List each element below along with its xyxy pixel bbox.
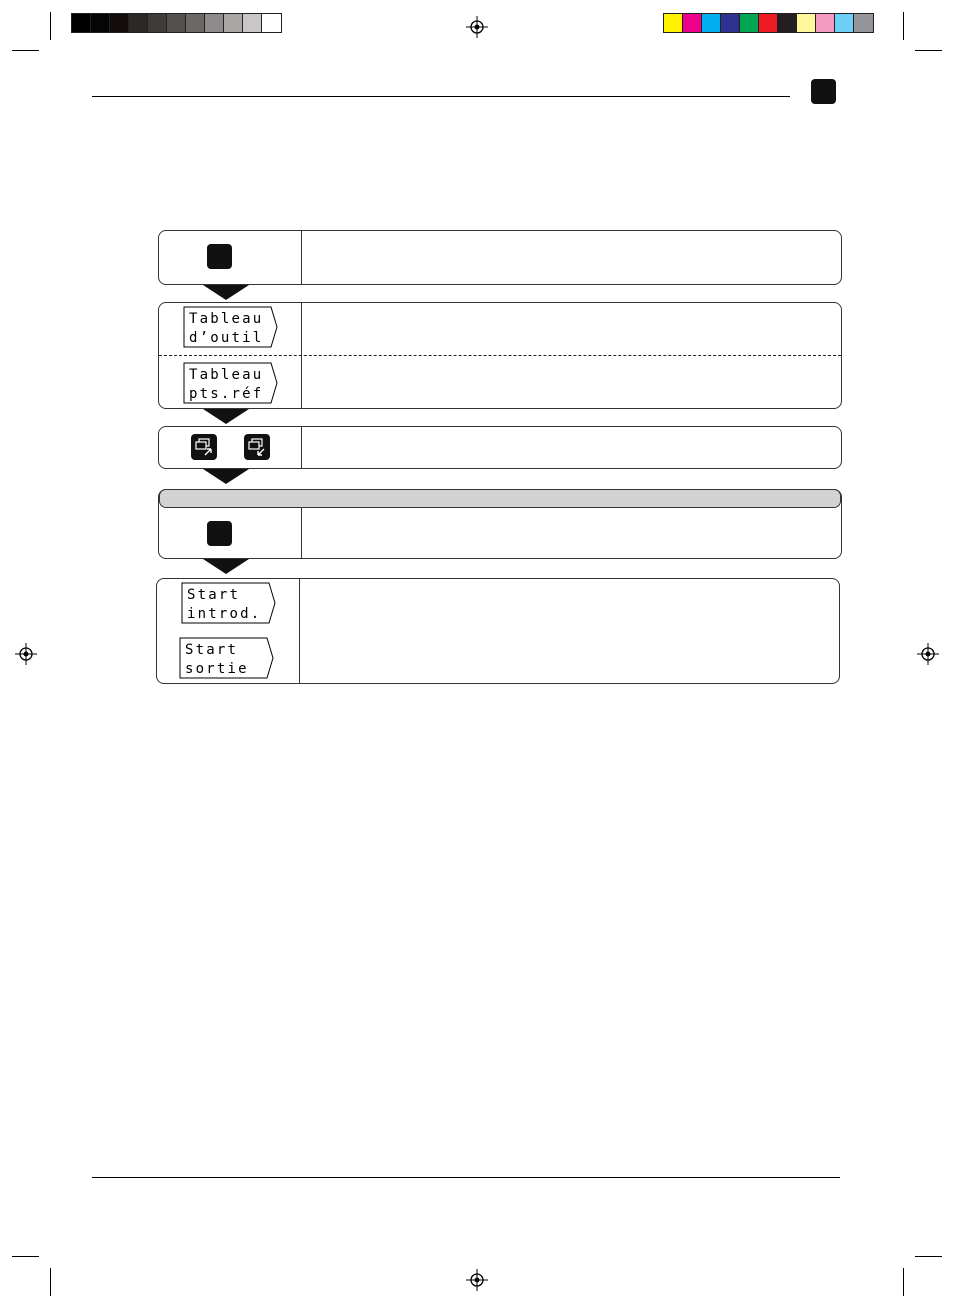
crop-mark: [50, 12, 51, 40]
color-swatch: [797, 14, 816, 32]
page-up-icon[interactable]: [191, 434, 217, 460]
flow-arrow-icon: [203, 285, 249, 300]
flow-arrow-icon: [203, 559, 249, 574]
footer-rule: [92, 1177, 840, 1178]
flow-arrow-icon: [203, 409, 249, 424]
column-divider: [299, 579, 300, 683]
registration-mark-icon: [15, 643, 37, 665]
crop-mark: [50, 1268, 51, 1296]
key-button[interactable]: [207, 521, 232, 546]
softkey-start-input[interactable]: [181, 582, 277, 624]
registration-mark-icon: [466, 1269, 488, 1291]
crop-mark: [903, 12, 904, 40]
grayscale-swatch: [110, 14, 129, 32]
softkey-label-line1: Tableau: [189, 311, 264, 327]
flow-step-1: [158, 230, 842, 285]
grayscale-swatch: [262, 14, 281, 32]
registration-mark-icon: [917, 643, 939, 665]
crop-mark: [915, 50, 942, 51]
column-divider: [301, 508, 302, 558]
grayscale-swatch: [243, 14, 262, 32]
color-strip: [663, 13, 874, 33]
softkey-label-line2: d’outil: [189, 330, 264, 346]
softkey-label-line2: pts.réf: [189, 386, 264, 402]
grayscale-swatch: [129, 14, 148, 32]
softkey-label-line2: sortie: [185, 661, 249, 677]
grayscale-swatch: [167, 14, 186, 32]
color-swatch: [759, 14, 778, 32]
softkey-label-line1: Tableau: [189, 367, 264, 383]
crop-mark: [903, 1268, 904, 1296]
color-swatch: [835, 14, 854, 32]
color-swatch: [702, 14, 721, 32]
registration-mark-icon: [466, 16, 488, 38]
color-swatch: [816, 14, 835, 32]
alternative-divider: [159, 355, 841, 356]
language-badge-icon: [811, 79, 836, 104]
softkey-label-line2: introd.: [187, 606, 262, 622]
color-swatch: [721, 14, 740, 32]
color-swatch: [683, 14, 702, 32]
section-header-bar: [159, 489, 841, 508]
softkey-label-line1: Start: [185, 642, 239, 658]
softkey-start-output[interactable]: [179, 637, 275, 679]
header-rule: [92, 96, 790, 97]
crop-mark: [915, 1256, 942, 1257]
color-swatch: [664, 14, 683, 32]
grayscale-swatch: [186, 14, 205, 32]
color-swatch: [778, 14, 797, 32]
color-swatch: [854, 14, 873, 32]
color-swatch: [740, 14, 759, 32]
page-down-icon[interactable]: [244, 434, 270, 460]
column-divider: [301, 231, 302, 284]
grayscale-swatch: [224, 14, 243, 32]
key-button[interactable]: [207, 244, 232, 269]
grayscale-swatch: [72, 14, 91, 32]
grayscale-strip: [71, 13, 282, 33]
crop-mark: [12, 50, 39, 51]
softkey-label-line1: Start: [187, 587, 241, 603]
grayscale-swatch: [91, 14, 110, 32]
column-divider: [301, 427, 302, 468]
flow-arrow-icon: [203, 469, 249, 484]
grayscale-swatch: [205, 14, 224, 32]
crop-mark: [12, 1256, 39, 1257]
grayscale-swatch: [148, 14, 167, 32]
softkey-datum-table[interactable]: [183, 362, 279, 404]
softkey-tool-table[interactable]: [183, 306, 279, 348]
